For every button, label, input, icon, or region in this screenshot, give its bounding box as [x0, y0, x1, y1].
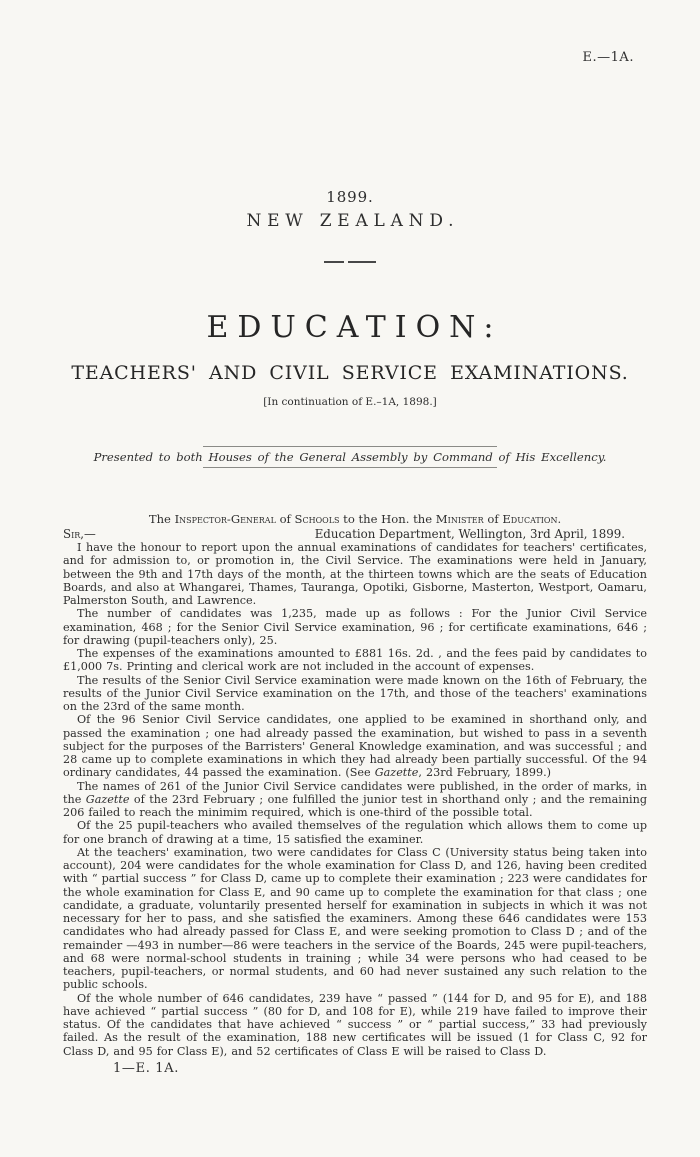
sir-dateline-row [63, 527, 647, 541]
footer-imprint: 1—E. 1A. [113, 1060, 180, 1076]
doc-ref: E.—1A. [582, 50, 634, 65]
paragraph [63, 647, 647, 674]
divider-rule [0, 261, 700, 263]
text-segment: , 23rd February, 1899.) [418, 766, 552, 780]
letter-body [63, 512, 647, 1076]
salutation [63, 512, 647, 526]
text-segment: Schools [294, 512, 340, 526]
presented-rule-top [203, 446, 497, 447]
text-segment: of [275, 512, 295, 526]
text-segment: Of the whole number of 646 candidates, 239 have “ passed ” (144 for D, and 95 for E), and 188 have achieved “ partial success ” (80 for D, and 108 for E), while 219 have failed to improve their status. Of the candidates that have achieved “ success ” or “ partial success,” 33 had previously failed. As the result of the examination, 188 new certificates will be issued (1 for Class C, 92 for Class D, and 95 for Class E), and 52 certificates of Class E will be raised to Class D. [63, 991, 647, 1058]
text-segment: Education [502, 512, 558, 526]
text-segment: Of the 25 pupil-teachers who availed themselves of the regulation which allows them to come up for one branch of drawing at a time, 15 satisfied the examiner. [63, 819, 647, 846]
sir-label: Sir,— [63, 527, 96, 541]
paragraph [63, 846, 647, 992]
presented-line: Presented to both Houses of the General Assembly by Command of His Excellency. [93, 450, 607, 464]
text-segment: The number of candidates was 1,235, made up as follows : For the Junior Civil Service examination, 468 ; for the Senior Civil Service examination, 96 ; for certificate examinations, 646 ; for drawing (pupil-teachers only), 25. [63, 607, 647, 647]
text-segment: Gazette [374, 766, 419, 780]
text-segment: to the Hon. the [339, 512, 436, 526]
dateline: Education Department, Wellington, 3rd April, 1899. [314, 527, 625, 541]
text-segment: Of the 96 Senior Civil Service candidates, one applied to be examined in shorthand only, and passed the examination ; one had already passed the examination, but wished to pass in a seventh subject for the purposes of the Barristers' General Knowledge examination, and was successful ; and 28 came up to complete examinations in which they had already been partially successful. Of the 94 ordinary candidates, 44 passed the examination. (See [63, 713, 647, 780]
text-segment: At the teachers' examination, two were candidates for Class C (University status being taken into account), 204 were candidates for the whole examination for Class D, and 126, having been credited with “ partial success ” for Class D, came up to complete their examination ; 223 were candidates for the whole examination for Class E, and 90 came up to complete the examination for that class ; one candidate, a graduate, voluntarily presented herself for examination in subjects in which it was not necessary for her to pass, and she satisfied the examiners. Among these 646 candidates were 153 candidates who had already passed for Class E, and were seeking promotion to Class D ; and of the remainder —493 in number—86 were teachers in the service of the Boards, 245 were pupil-teachers, and 68 were normal-school students in training ; while 34 were persons who had ceased to be teachers, pupil-teachers, or normal students, and 60 had never sustained any such relation to the public schools. [63, 845, 647, 992]
presented-block [0, 446, 700, 468]
paragraph [63, 713, 647, 779]
year-heading: 1899. [326, 188, 374, 206]
continuation-note: [In continuation of E.–1A, 1898.] [263, 396, 437, 408]
text-segment: . [557, 512, 562, 526]
paragraph [63, 541, 647, 607]
paragraph [63, 780, 647, 820]
divider-rule-segment [324, 261, 344, 263]
paragraph [63, 819, 647, 846]
main-title: EDUCATION: [206, 310, 503, 345]
country-heading: NEW ZEALAND. [246, 211, 460, 231]
text-segment: Inspector-General [174, 512, 276, 526]
paragraph [63, 674, 647, 714]
text-segment: Minister [435, 512, 484, 526]
divider-rule-segment [348, 261, 376, 263]
text-segment: The [148, 512, 175, 526]
text-segment: of the 23rd February ; one fulfilled the junior test in shorthand only ; and the remaining 206 failed to reach the minimim required, which is one-third of the possible total. [63, 792, 648, 819]
text-segment: of [483, 512, 503, 526]
subtitle: TEACHERS' AND CIVIL SERVICE EXAMINATIONS. [71, 362, 629, 384]
text-segment: The results of the Senior Civil Service examination were made known on the 16th of February, the results of the Junior Civil Service examination on the 17th, and those of the teachers' examinations on the 23rd of the same month. [63, 673, 647, 713]
text-segment: The names of 261 of the Junior Civil Service candidates were published, in the order of marks, in the [63, 779, 647, 806]
paragraph [63, 607, 647, 647]
paragraph [63, 992, 647, 1058]
text-segment: I have the honour to report upon the annual examinations of candidates for teachers' certificates, and for admission to, or promotion in, the Civil Service. The examinations were held in January, between the 9th and 17th days of the month, at the thirteen towns which are the seats of Education Boards, and also at Whangarei, Thames, Tauranga, Opotiki, Gisborne, Masterton, Westport, Oamaru, Palmerston South, and Lawrence. [63, 541, 647, 607]
text-segment: Gazette [85, 792, 130, 806]
text-segment: The expenses of the examinations amounted to £881 16s. 2d. , and the fees paid by candidates to £1,000 7s. Printing and clerical work are not included in the account of expenses. [63, 647, 647, 674]
presented-rule-bottom [203, 467, 497, 468]
